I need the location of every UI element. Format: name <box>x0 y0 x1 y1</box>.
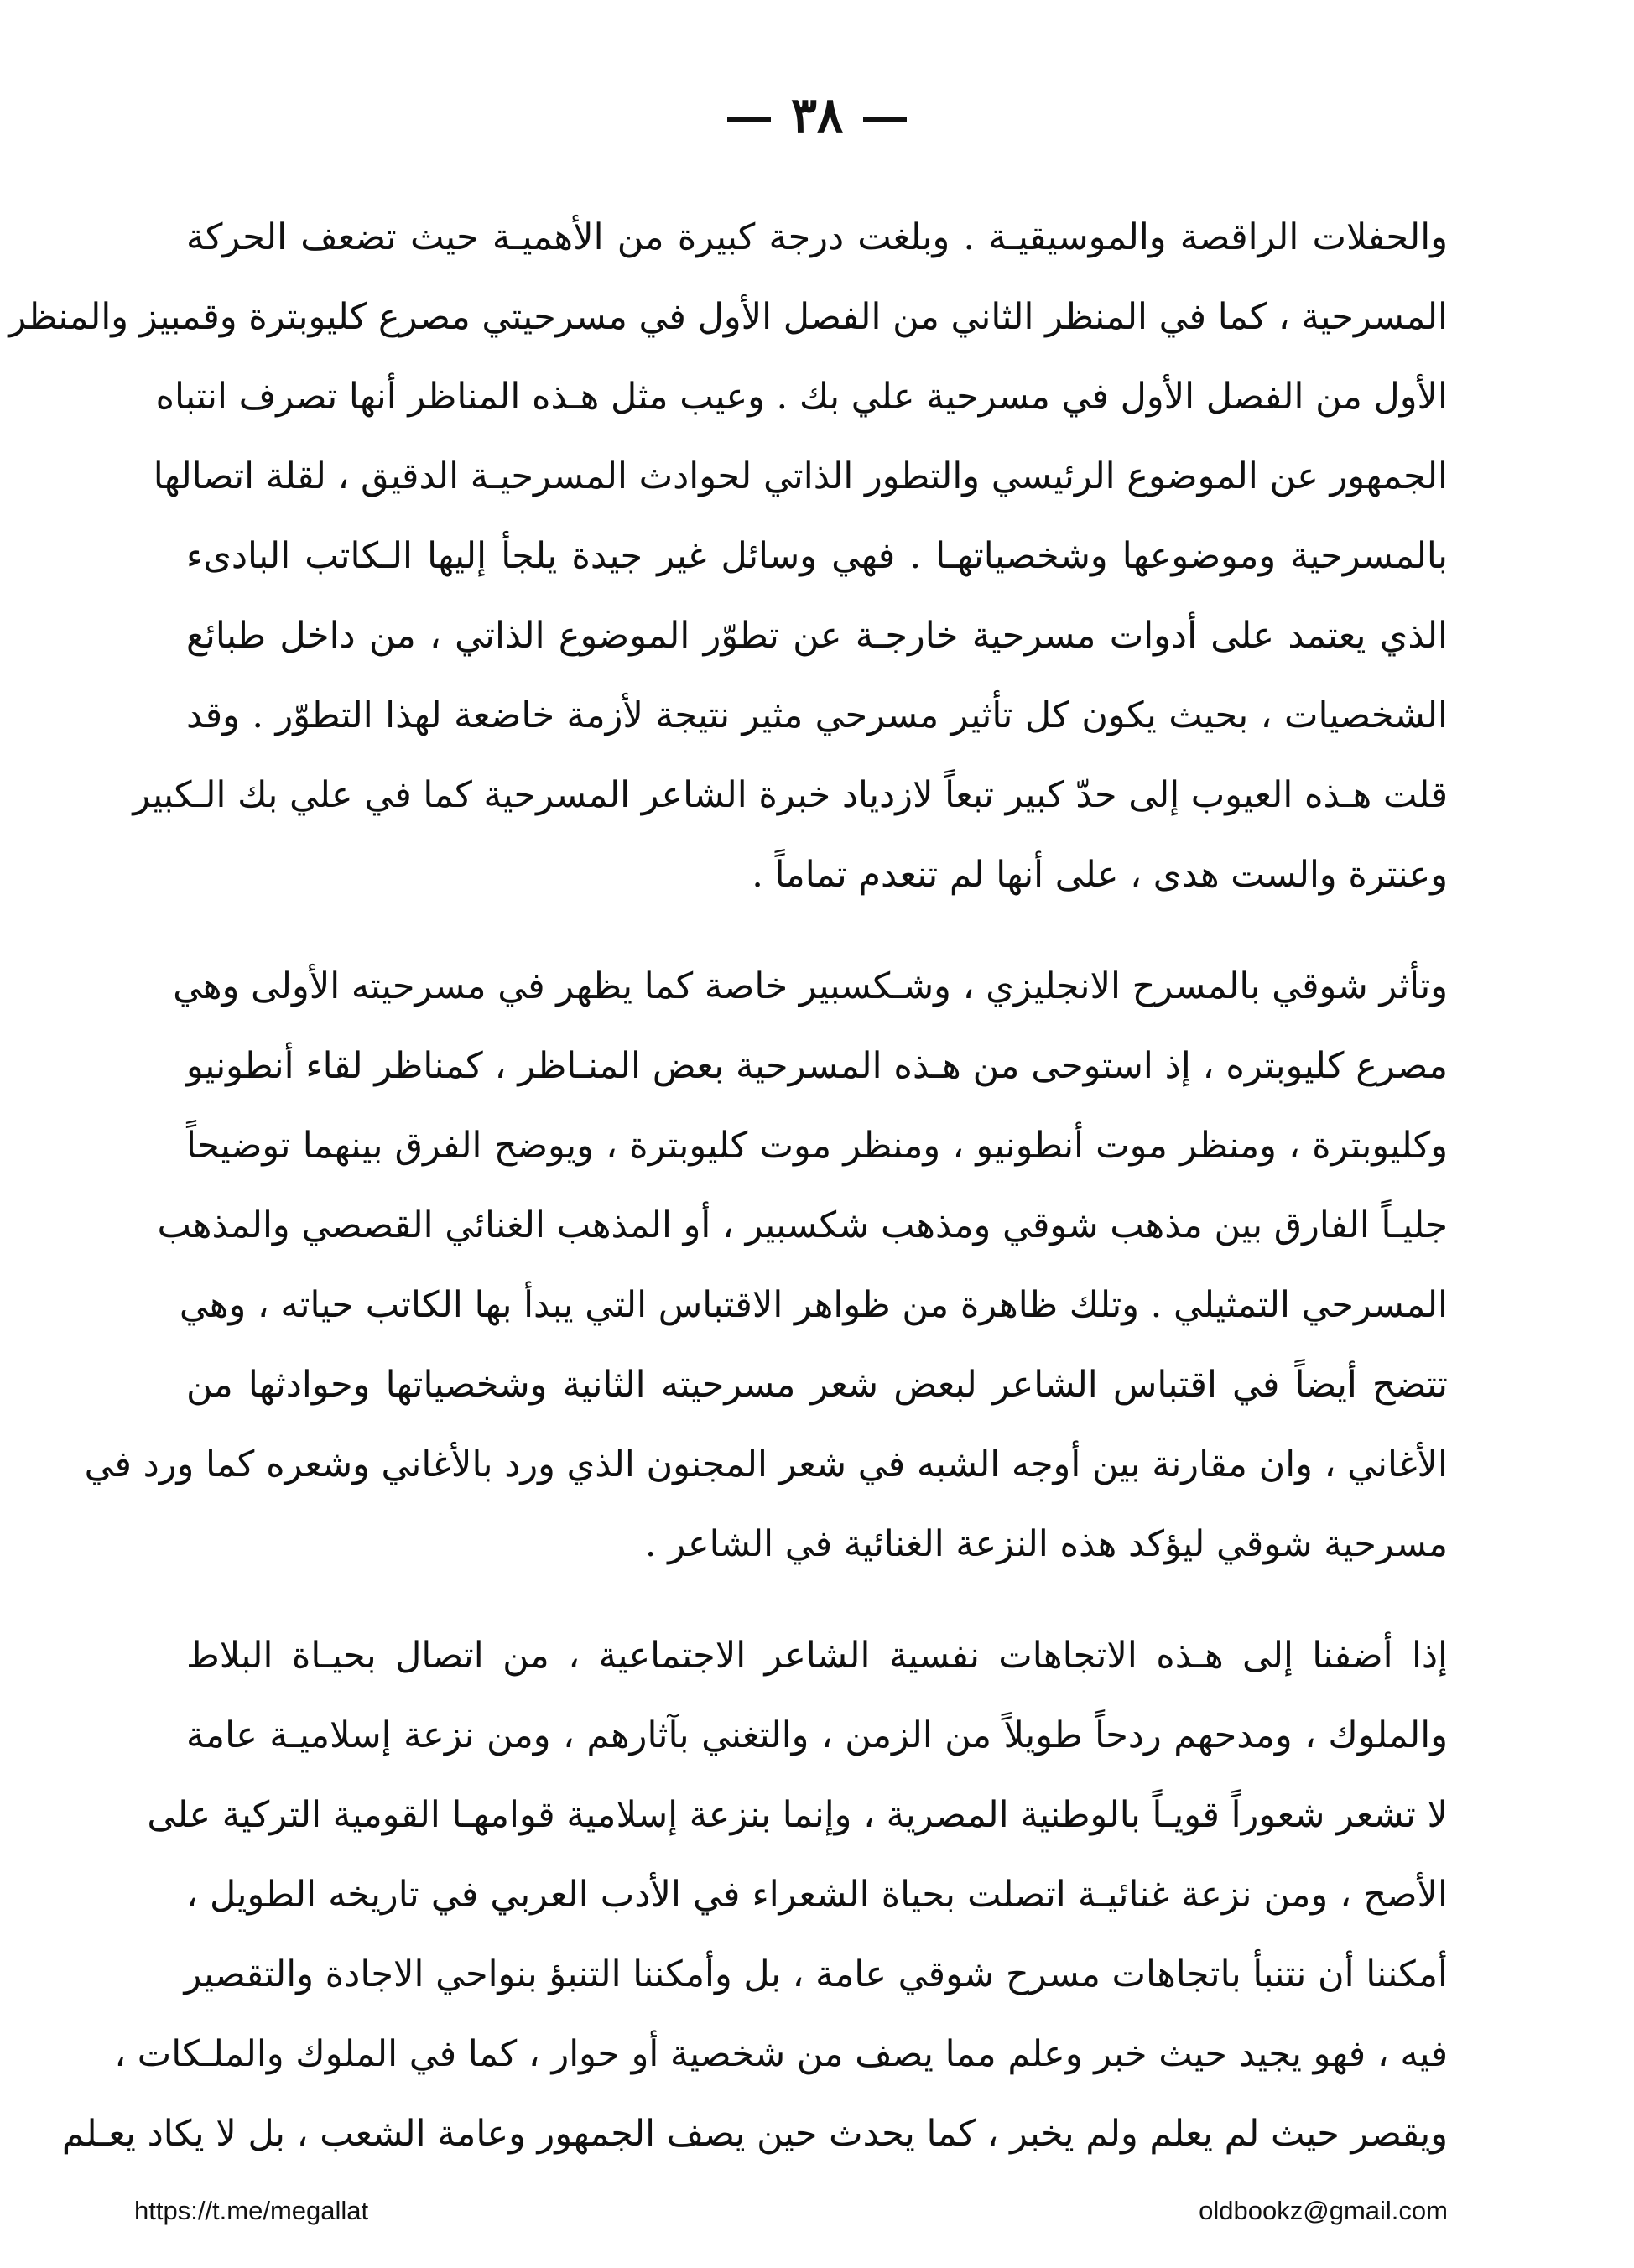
text-line: الأول من الفصل الأول في مسرحية علي بك . وعيب مثل هـذه المناظر أنها تصرف انتباه <box>155 376 1448 418</box>
text-line: بالمسرحية وموضوعها وشخصياتهـا . فهي وسائل غير جيدة يلجأ إليها الـكاتب البادىء <box>186 535 1448 577</box>
text-line: وعنترة والست هدى ، على أنها لم تنعدم تماماً . <box>752 854 1448 896</box>
text-line: مسرحية شوقي ليؤكد هذه النزعة الغنائية في الشاعر . <box>644 1523 1448 1565</box>
text-line: الأغاني ، وان مقارنة بين أوجه الشبه في شعر المجنون الذي ورد بالأغاني وشعره كما ورد في <box>84 1444 1448 1485</box>
page-number <box>0 86 1634 143</box>
text-line: مصرع كليوبتره ، إذ استوحى من هـذه المسرحية بعض المنـاظر ، كمناظر لقاء أنطونيو <box>186 1045 1448 1087</box>
contact-email[interactable]: oldbookz@gmail.com <box>1199 2196 1448 2225</box>
text-line: الأصح ، ومن نزعة غنائيـة اتصلت بحياة الشعراء في الأدب العربي في تاريخه الطويل ، <box>186 1874 1448 1916</box>
paragraph-1 <box>8 198 1448 915</box>
paragraph-gap <box>186 915 1448 947</box>
text-line: وكليوبترة ، ومنظر موت أنطونيو ، ومنظر موت كليوبترة ، ويوضح الفرق بينهما توضيحاً <box>186 1125 1448 1167</box>
text-line: المسرحي التمثيلي . وتلك ظاهرة من ظواهر الاقتباس التي يبدأ بها الكاتب حياته ، وهي <box>179 1284 1448 1326</box>
body-text <box>8 198 1448 2174</box>
text-line: ويقصر حيث لم يعلم ولم يخبر ، كما يحدث حين يصف الجمهور وعامة الشعب ، بل لا يكاد يعـلم <box>61 2113 1448 2155</box>
text-line: الذي يعتمد على أدوات مسرحية خارجـة عن تطوّر الموضوع الذاتي ، من داخل طبائع <box>186 615 1448 657</box>
text-line: إذا أضفنا إلى هـذه الاتجاهات نفسية الشاعر الاجتماعية ، من اتصال بحيـاة البلاط <box>186 1635 1448 1677</box>
text-line: الشخصيات ، بحيث يكون كل تأثير مسرحي مثير نتيجة لأزمة خاضعة لهذا التطوّر . وقد <box>186 694 1448 736</box>
page-number-text: ٣٨ <box>790 86 844 143</box>
text-line: الجمهور عن الموضوع الرئيسي والتطور الذاتي لحوادث المسرحيـة الدقيق ، لقلة اتصالها <box>153 455 1448 497</box>
page-number-dash-left <box>727 117 771 122</box>
page-number-dash-right <box>863 117 907 122</box>
text-line: والملوك ، ومدحهم ردحاً طويلاً من الزمن ، والتغني بآثارهم ، ومن نزعة إسلاميـة عامة <box>186 1714 1448 1756</box>
text-line: لا تشعر شعوراً قويـاً بالوطنية المصرية ، وإنما بنزعة إسلامية قوامهـا القومية التركية على <box>147 1794 1448 1836</box>
text-line: فيه ، فهو يجيد حيث خبر وعلم مما يصف من شخصية أو حوار ، كما في الملوك والملـكات ، <box>114 2033 1448 2075</box>
text-line: والحفلات الراقصة والموسيقيـة . وبلغت درجة كبيرة من الأهميـة حيث تضعف الحركة <box>186 216 1448 258</box>
paragraph-2 <box>84 947 1448 1584</box>
paragraph-gap <box>186 1584 1448 1616</box>
text-line: أمكننا أن نتنبأ باتجاهات مسرح شوقي عامة ، بل وأمكننا التنبؤ بنواحي الاجادة والتقصير <box>184 1953 1448 1995</box>
text-line: وتأثر شوقي بالمسرح الانجليزي ، وشـكسبير خاصة كما يظهر في مسرحيته الأولى وهي <box>173 965 1448 1007</box>
text-line: جليـاً الفارق بين مذهب شوقي ومذهب شكسبير ، أو المذهب الغنائي القصصي والمذهب <box>157 1204 1448 1246</box>
text-line: قلت هـذه العيوب إلى حدّ كبير تبعاً لازدياد خبرة الشاعر المسرحية كما في علي بك الـكبير <box>133 774 1448 816</box>
page-footer <box>0 2196 1634 2236</box>
text-line: تتضح أيضاً في اقتباس الشاعر لبعض شعر مسرحيته الثانية وشخصياتها وحوادثها من <box>186 1364 1448 1406</box>
text-line: المسرحية ، كما في المنظر الثاني من الفصل الأول في مسرحيتي مصرع كليوبترة وقمبيز والمنظر <box>8 296 1448 338</box>
paragraph-3 <box>61 1616 1448 2174</box>
telegram-link[interactable]: https://t.me/megallat <box>134 2196 369 2225</box>
